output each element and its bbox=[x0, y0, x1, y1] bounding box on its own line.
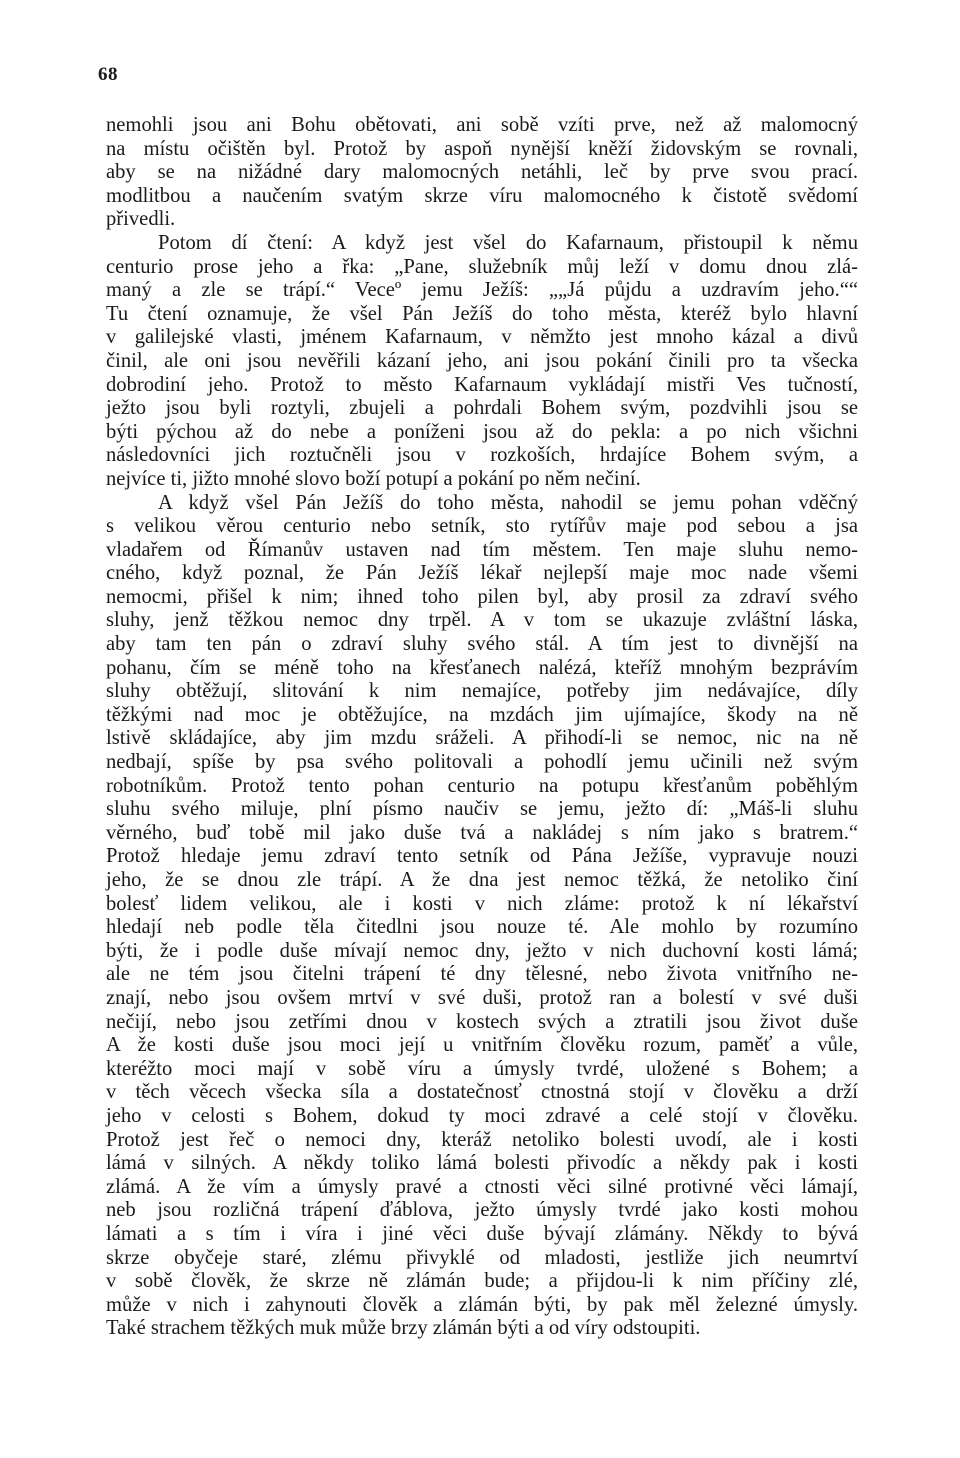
text-line: znají, nebo jsou ovšem mrtví v své duši, protož ran a bolestí v své duši bbox=[106, 986, 858, 1009]
text-line: lámati a s tím i víra i jiné věci duše bývají zlámány. Někdy to bývá bbox=[106, 1222, 858, 1245]
text-line: pohanu, čím se méně toho na křesťanech nalézá, kteříž mnohým bezprávím bbox=[106, 656, 858, 679]
text-line: sluhu svého miluje, plní písmo naučiv se jemu, ježto dí: „Máš-li sluhu bbox=[106, 798, 858, 821]
text-line: nemohli jsou ani Bohu obětovati, ani sobě vzíti prve, než až malomocný bbox=[106, 114, 858, 136]
text-line: může v nich i zahynouti člověk a zlámán býti, by pak měl železné úmysly. bbox=[106, 1293, 858, 1316]
text-line: lstivě skládajíce, aby jim mzdu sráželi. A přihodí-li se nemoc, nic na ně bbox=[106, 727, 858, 750]
text-line: lámá v silných. A někdy toliko lámá bolesti přivodíc a někdy pak i kosti bbox=[106, 1152, 858, 1175]
text-line: jeho v celosti s Bohem, dokud ty moci zdravé a celé stojí v člověku. bbox=[106, 1104, 858, 1127]
text-line: nejvíce ti, jižto mnohé slovo boží potupí a pokání po něm nečiní. bbox=[106, 467, 641, 490]
text-line: kteréžto moci mají v sobě víru a úmysly tvrdé, uložené s Bohem; a bbox=[106, 1057, 858, 1080]
text-line: hledají neb podle těla čitedlni jsou nouze té. Ale mohlo by rozumíno bbox=[106, 916, 858, 939]
text-line: modlitbou a naučením svatým skrze víru malomocného k čistotě svědomí bbox=[106, 184, 858, 207]
text-line: býti pýchou až do nebe a poníženi jsou až do pekla: a po nich všichni bbox=[106, 420, 858, 443]
text-line: ježto jsou byli roztyli, zbujeli a pohrdali Bohem svým, pozdvihli jsou se bbox=[106, 397, 858, 420]
text-line: věrného, buď tobě mil jako duše tvá a nakládej s ním jako s bratrem.“ bbox=[106, 821, 858, 844]
text-line: sluhy, jenž těžkou nemoc dny trpěl. A v tom se ukazuje zvláštní láska, bbox=[106, 609, 858, 632]
text-line: Také strachem těžkých muk může brzy zlámán býti a od víry odstoupiti. bbox=[106, 1317, 701, 1340]
text-line: robotníkům. Protož tento pohan centurio na potupu křesťanům poběhlým bbox=[106, 774, 858, 797]
text-line: sluhy obtěžují, slitování k nim nemajíce, potřeby jim nedávajíce, díly bbox=[106, 680, 858, 703]
text-line: Tu čtení oznamuje, že všel Pán Ježíš do toho města, kteréž bylo hlavní bbox=[106, 302, 858, 325]
text-line: maný a zle se trápí.“ Veceº jemu Ježíš: „„Já půjdu a uzdravím jeho.““ bbox=[106, 279, 858, 302]
text-line: neb jsou rozličná trápení ďáblova, ježto úmysly tvrdé jako kosti mohou bbox=[106, 1199, 858, 1222]
text-line: následovníci jich roztučněli jsou v rozkoších, hrdajíce Bohem svým, a bbox=[106, 444, 858, 467]
text-line: na místu očištěn byl. Protož by aspoň nynější kněží židovským se rovnali, bbox=[106, 137, 858, 160]
text-line: A když všel Pán Ježíš do toho města, nahodil se jemu pohan vděčný bbox=[158, 491, 858, 514]
text-line: vladařem od Římanův ustaven nad tím městem. Ten maje sluhu nemo- bbox=[106, 538, 858, 561]
text-line: A že kosti duše jsou moci její u vnitřním člověku rozum, paměť a vůle, bbox=[106, 1034, 858, 1057]
text-line: Protož hledaje jemu zdraví tento setník od Pána Ježíše, vypravuje nouzi bbox=[106, 845, 858, 868]
text-line: těžkými nad moc je obtěžujíce, na mzdách jim ujímajíce, škody na ně bbox=[106, 703, 858, 726]
text-line: skrze obyčeje staré, zlému přivyklé od mladosti, jestliže jich neumrtví bbox=[106, 1246, 858, 1269]
page-number: 68 bbox=[98, 64, 118, 85]
text-line: s velikou věrou centurio nebo setník, sto rytířův maje pod sebou a jsa bbox=[106, 515, 858, 538]
text-line: přivedli. bbox=[106, 208, 176, 231]
text-line: aby se na nižádné dary malomocných netáhli, leč by prve svou prací. bbox=[106, 161, 858, 184]
text-line: Protož jest řeč o nemoci dny, kteráž netoliko bolesti uvodí, ale i kosti bbox=[106, 1128, 858, 1151]
text-line: v galilejské vlasti, jménem Kafarnaum, v němžto jest mnoho kázal a divů bbox=[106, 326, 858, 349]
text-line: činil, ale oni jsou nevěřili kázaní jeho, ani jsou pokání činili pro ta všecka bbox=[106, 349, 858, 372]
text-line: zlámá. A že vím a úmysly pravé a ctnosti věci silné protivné věci lámají, bbox=[106, 1175, 858, 1198]
text-line: nečijí, nebo jsou zetřími dnou v kostech svých a ztratili jsou život duše bbox=[106, 1010, 858, 1033]
text-line: nedbají, spíše by psa svého politovali a pohodlí jemu učinili než svým bbox=[106, 751, 858, 774]
text-line: dobrodiní jeho. Protož to město Kafarnaum vykládají mistři Ves tučností, bbox=[106, 373, 858, 396]
text-line: bolesť lidem velikou, ale i kosti v nich zláme: protož k ní lékařství bbox=[106, 892, 858, 915]
text-line: centurio prose jeho a řka: „Pane, služebník můj leží v domu dnou zlá- bbox=[106, 255, 858, 278]
text-line: v těch věcech všecka síla a dostatečnosť ctnostná stojí v člověku a drží bbox=[106, 1081, 858, 1104]
text-line: Potom dí čtení: A když jest všel do Kafarnaum, přistoupil k němu bbox=[158, 231, 858, 254]
text-line: v sobě člověk, že skrze ně zlámán bude; a přijdou-li k nim příčiny zlé, bbox=[106, 1270, 858, 1293]
body-text bbox=[106, 114, 858, 1341]
text-line: jeho, že se dnou zle trápí. A že dna jest nemoc těžká, že netoliko činí bbox=[106, 869, 858, 891]
text-line: cného, když poznal, že Pán Ježíš lékař nejlepší maje moc nade všemi bbox=[106, 562, 858, 585]
text-line: aby tam ten pán o zdraví sluhy svého stál. A tím jest to divnější na bbox=[106, 633, 858, 656]
text-line: býti, že i podle duše mívají nemoc dny, ježto v nich duchovní kosti lámá; bbox=[106, 939, 858, 962]
text-line: nemocmi, přišel k nim; ihned toho pilen byl, aby prosil za zdraví svého bbox=[106, 585, 858, 608]
text-line: ale ne tém jsou čitelni trápení té dny tělesné, nebo života vnitřního ne- bbox=[106, 963, 858, 986]
